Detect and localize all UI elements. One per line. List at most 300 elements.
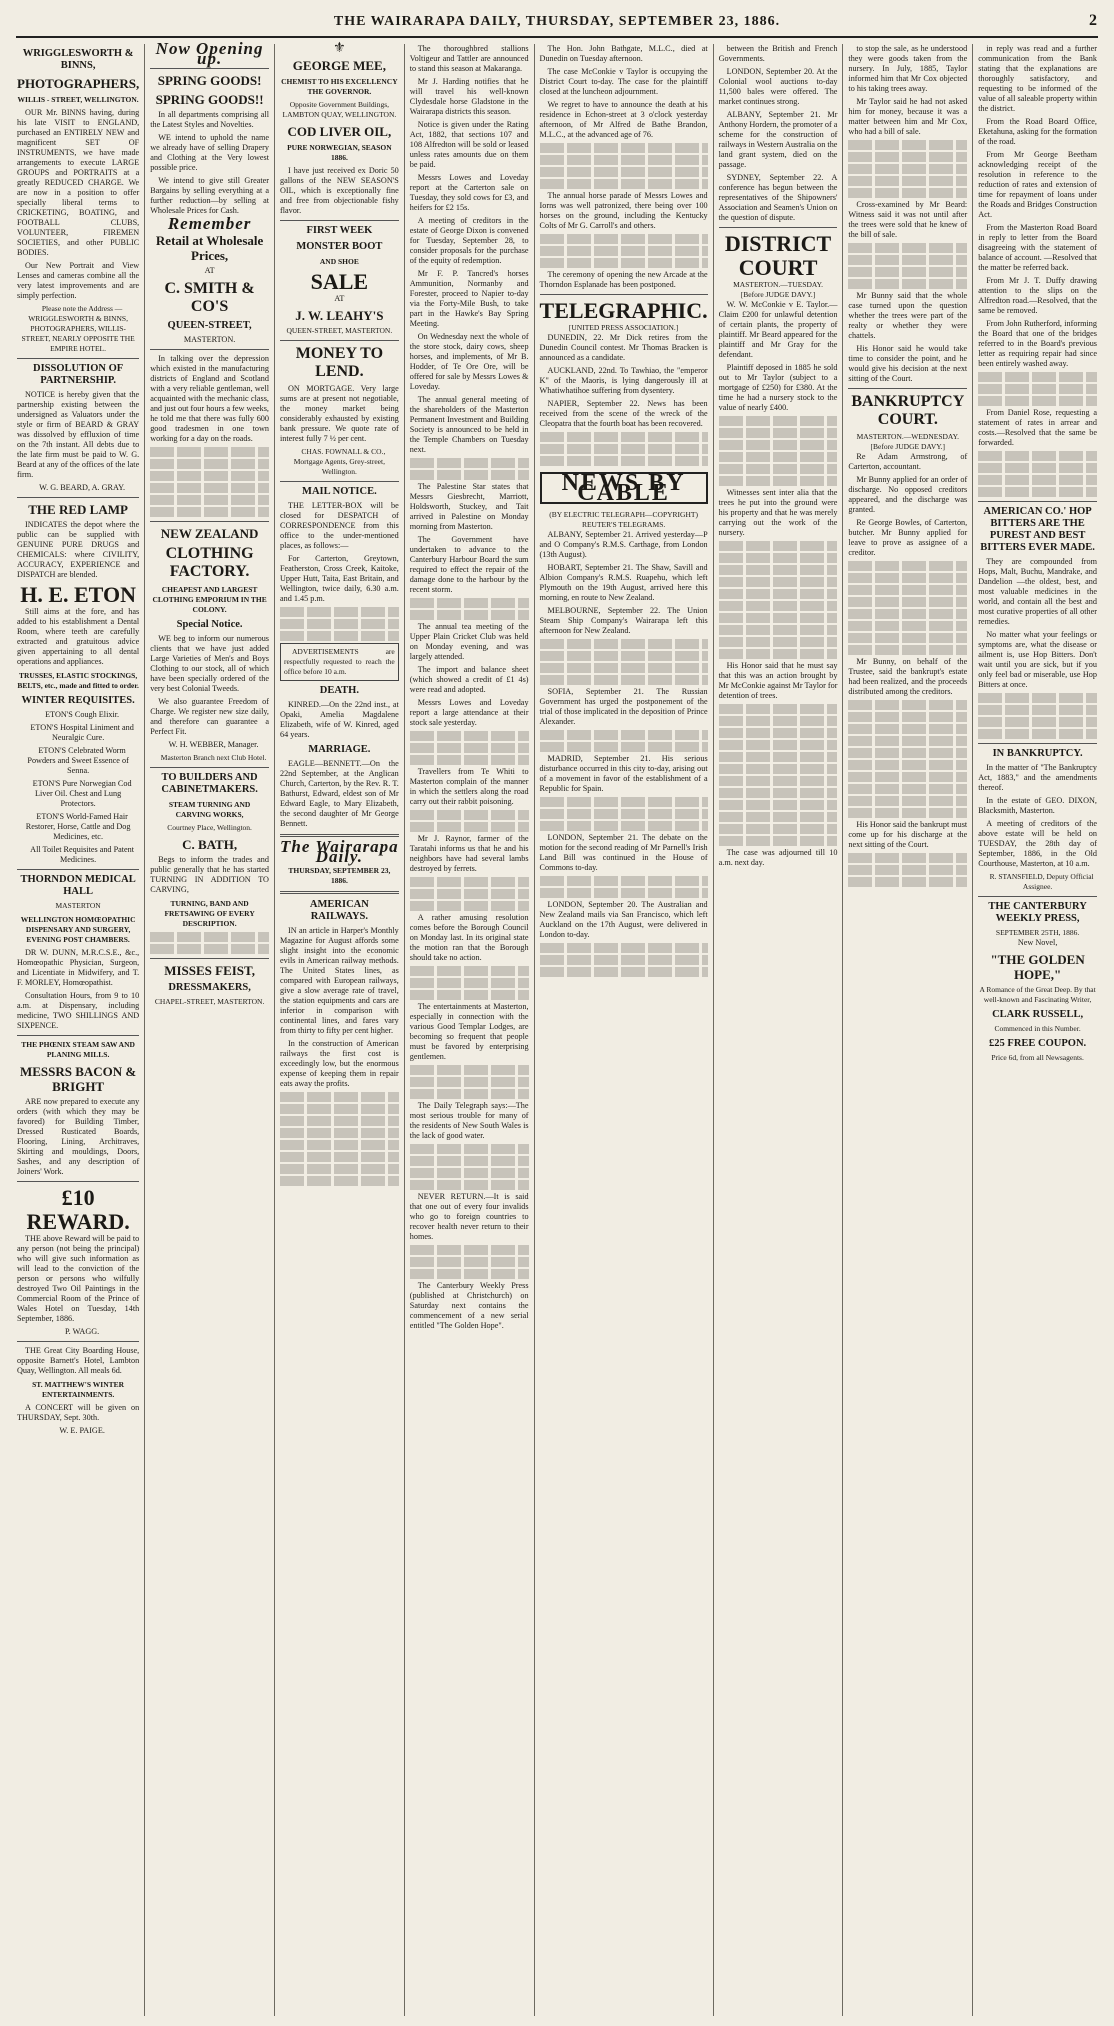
heading-bankruptcy: BANKRUPTCY COURT. <box>851 393 965 428</box>
text-lines <box>978 729 1097 739</box>
text-lines <box>978 693 1097 703</box>
list-item: ETON'S Celebrated Worm Powders and Sweet Essence of Senna. <box>27 746 129 775</box>
text-lines <box>848 645 967 655</box>
text-lines <box>540 955 708 965</box>
paragraph: Our New Portrait and View Lenses and cameras combine all the very latest improvements and are simply perfection. <box>17 261 140 300</box>
text-lines <box>719 716 838 726</box>
divider <box>848 388 967 389</box>
subheading: MASTERTON <box>55 901 101 910</box>
list-item: ETON'S Cough Elixir. <box>45 710 120 719</box>
heading-first-week: FIRST WEEK <box>306 225 373 236</box>
paragraph: ALBANY, September 21. Mr Anthony Hordern, the promoter of a scheme for the construction of railways in Western Australia on the land grant system, died on the passage. <box>718 110 838 169</box>
text-lines <box>540 234 708 244</box>
text-lines <box>719 649 838 659</box>
paragraph: Re George Bowles, of Carterton, butcher. Mr Bunny applied for leave to prove as assignee of a creditor. <box>848 518 968 557</box>
paragraph: LONDON, September 20. At the Colonial wool auctions to-day 11,500 bales were offered. The market continues strong. <box>718 67 838 106</box>
text-lines <box>848 772 967 782</box>
text-lines <box>540 888 708 898</box>
text-lines <box>410 458 529 468</box>
heading-golden-hope: "THE GOLDEN HOPE," <box>990 952 1085 982</box>
text-lines <box>719 601 838 611</box>
paragraph: NOTICE is hereby given that the partnership existing between the undersigned as Valuators under the style or firm of BEARD & GRAY was dissolved by effluxion of time on the 7th instant. All debts due to the late firm must be paid to W. G. Beard at any of the offices of the late firm. <box>17 390 140 479</box>
paragraph: The Hon. John Bathgate, M.L.C., died at Dunedin on Tuesday afternoon. <box>539 44 708 63</box>
heading-russell: CLARK RUSSELL, <box>992 1009 1084 1020</box>
text-lines <box>978 396 1097 406</box>
text-lines <box>410 978 529 988</box>
heading-pure: PURE NORWEGIAN, SEASON 1886. <box>287 143 392 162</box>
text-lines <box>410 889 529 899</box>
text-lines <box>719 452 838 462</box>
subheading: New Novel, <box>1017 938 1058 947</box>
text-lines <box>280 1104 399 1114</box>
text-lines <box>410 1180 529 1190</box>
heading-reward: £10 REWARD. <box>26 1185 130 1234</box>
paragraph: ON MORTGAGE. Very large sums are at present not negotiable, the money market being considerably exhausted by existing bank pressure. We quote rate of interest fully 7 ½ per cent. <box>279 384 399 443</box>
paragraph: The ceremony of opening the new Arcade at the Thorndon Esplanade has been postponed. <box>539 270 708 289</box>
text-lines <box>719 416 838 426</box>
paragraph: The import and balance sheet (which showed a credit of £1 4s) were read and adopted. <box>409 665 529 694</box>
paragraph: For Carterton, Greytown, Featherston, Cross Creek, Kaitoke, Upper Hutt, Taita, East Britain, and Wellington, twice daily, 6.30 a.m. and 1.45 p.m. <box>279 554 399 603</box>
divider <box>280 481 399 482</box>
text-lines <box>150 483 269 493</box>
divider <box>150 521 269 522</box>
columns <box>12 39 1102 2016</box>
text-lines <box>719 625 838 635</box>
text-lines <box>150 471 269 481</box>
paragraph: ARE now prepared to execute any orders (with which they may be favored) for Building Timber, Dressed Rusticated Boards, Flooring, Lining, Architraves, Skirting and mouldings, Doors, Sashes, and any description of Joiners' Work. <box>17 1097 140 1176</box>
divider <box>17 1341 139 1342</box>
paragraph: Plaintiff deposed in 1885 he sold out to Mr Taylor (subject to a mortgage of £250) for £380. At the time he had a nursery stock to the value of nearly £400. <box>718 363 838 412</box>
text-at: AT <box>204 266 215 275</box>
paragraph: IN an article in Harper's Monthly Magazine for August affords some slight insight into the economic evils in American railway methods. The United States lines, as compared with European railways, give a slow average rate of travel, the station equipments and cars are inferior in comparison with continental lines, and fares vary from thirty to fifty per cent higher. <box>279 926 399 1035</box>
text-lines <box>540 797 708 807</box>
paragraph: His Honor said that he must say that this was an action brought by Mr McConkie against Mr Taylor for detention of trees. <box>718 661 838 700</box>
list-item: ETON'S Pure Norwegian Cod Liver Oil. Chest and Lung Protectors. <box>32 779 132 808</box>
heading-winter: WINTER REQUISITES. <box>21 695 135 706</box>
paragraph: Mr J. Harding notifies that he will travel his well-known Clydesdale horse Gladstone in the Wairarapa districts this season. <box>409 77 529 116</box>
paragraph: to stop the sale, as he understood they were goods taken from the nursery. In July, 1885, Taylor informed him that Mr Cox objected to his taking trees away. <box>848 44 968 93</box>
divider <box>150 958 269 959</box>
text-lines <box>719 752 838 762</box>
text-lines <box>848 188 967 198</box>
text-lines <box>410 966 529 976</box>
subheading: Masterton Branch next Club Hotel. <box>160 753 267 762</box>
divider <box>719 227 838 228</box>
text-lines <box>280 1152 399 1162</box>
text-lines <box>540 742 708 752</box>
text-lines <box>410 990 529 1000</box>
paragraph: in reply was read and a further communication from the Bank stating that the explanations are thoroughly satisfactory, and requesting to be informed of the value of all saleable property within the district. <box>978 44 1097 113</box>
text-lines <box>540 821 708 831</box>
text-lines <box>410 743 529 753</box>
text-lines <box>540 651 708 661</box>
text-lines <box>848 152 967 162</box>
paragraph: HOBART, September 21. The Shaw, Savill and Albion Company's R.M.S. Ruapehu, which left Plymouth on the 19th August, arrived here this morning, en route to New Zealand. <box>539 563 708 602</box>
text-lines <box>540 432 708 442</box>
text-lines <box>719 565 838 575</box>
heading-chemist: CHEMIST TO HIS EXCELLENCY THE GOVERNOR. <box>281 77 398 96</box>
divider <box>17 358 139 359</box>
subheading: Courtney Place, Wellington. <box>167 823 252 832</box>
text-lines <box>540 167 708 177</box>
heading-trusses: TRUSSES, ELASTIC STOCKINGS, BELTS, etc., made and fitted to order. <box>17 671 139 690</box>
text-lines <box>978 463 1097 473</box>
text-lines <box>848 279 967 289</box>
text-lines <box>410 1245 529 1255</box>
text-lines <box>719 440 838 450</box>
paragraph: They are compounded from Hops, Malt, Buchu, Mandrake, and Dandelion —the oldest, best, and most valuable medicines in the world, and contain all the best and most curative properties of all other remedies. <box>978 557 1097 626</box>
paragraph: We intend to give still Greater Bargains by selling everything at a further reduction—by selling at Wholesale Prices for Cash. <box>150 176 269 215</box>
divider <box>150 68 269 69</box>
paragraph: A CONCERT will be given on THURSDAY, Sept. 30th. <box>17 1403 140 1422</box>
text-lines <box>540 179 708 189</box>
paragraph: Mr Bunny said that the whole case turned upon the question whether the trees were part of the realty or whether they were chattels. <box>848 291 968 340</box>
text-lines <box>848 176 967 186</box>
text-lines <box>410 731 529 741</box>
paragraph: AUCKLAND, 22nd. To Tawhiao, the "emperor K" of the Maoris, is lying dangerously ill at Whatiwhatihoe suffering from dysentery. <box>539 366 708 395</box>
text-lines <box>719 800 838 810</box>
heading-mee: GEORGE MEE, <box>292 58 386 73</box>
heading-turning: TURNING, BAND AND FRETSAWING OF EVERY DESCRIPTION. <box>164 899 255 928</box>
text-lines <box>540 456 708 466</box>
text-lines <box>719 812 838 822</box>
text-lines <box>150 507 269 517</box>
divider <box>150 767 269 768</box>
paragraph: Mr Bunny, on behalf of the Trustee, said the bankrupt's estate had been realized, and the proceeds distributed among the creditors. <box>848 657 968 696</box>
ad-photographers-name: WRIGGLESWORTH & BINNS, <box>22 48 134 71</box>
paragraph: THE above Reward will be paid to any person (not being the principal) who will give such information as will lead to the conviction of the person or persons who wilfully destroyed Two Oil Paintings in the Commercial Room of the Prince of Wales Hotel on Tuesday, 14th September, 1886. <box>17 1234 140 1323</box>
paragraph: The thoroughbred stallions Voltigeur and Tattler are announced to stand this season at Makaranga. <box>409 44 529 73</box>
heading-cod: COD LIVER OIL, <box>287 124 392 139</box>
text-lines <box>848 267 967 277</box>
subheading: MASTERTON.—WEDNESDAY. <box>856 432 959 441</box>
paragraph: LONDON, September 20. The Australian and New Zealand mails via San Francisco, which left Auckland on the 17th August, were delivered in London to-day. <box>539 900 708 939</box>
paragraph: DUNEDIN, 22. Mr Dick retires from the Dunedin Council contest. Mr Thomas Bracken is announced as a candidate. <box>539 333 708 362</box>
ad-photographers-title: PHOTOGRAPHERS, <box>17 76 140 91</box>
column-3 <box>275 41 405 2016</box>
column-7 <box>843 44 973 2016</box>
paragraph: THE LETTER-BOX will be closed for DESPATCH of CORRESPONDENCE from this office to the under-mentioned places, as follows:— <box>279 501 399 550</box>
text-lines <box>719 788 838 798</box>
signature: W. G. BEARD, A. GRAY. <box>39 483 126 492</box>
text-lines <box>848 609 967 619</box>
paragraph: LONDON, September 21. The debate on the motion for the second reading of Mr Parnell's Irish Land Bill was continued in the House of Commons to-day. <box>539 833 708 872</box>
heading-wairarapa-daily: The Wairarapa Daily. <box>280 837 399 866</box>
paragraph: We also guarantee Freedom of Charge. We register new size daily, and therefore can guarantee a Perfect Fit. <box>150 697 269 736</box>
paragraph: On Wednesday next the whole of the store stock, dairy cows, sheep horses, and implements, of Mr B. Hodder, of Te Ore Ore, will be offered for sale by Messrs Lowes & Loveday. <box>409 332 529 391</box>
text-lines <box>150 459 269 469</box>
text-lines <box>280 631 399 641</box>
divider <box>978 743 1097 744</box>
text-lines <box>540 663 708 673</box>
paragraph: From Mr J. T. Duffy drawing attention to the slips on the Alfredton road.—Resolved, that the same be removed. <box>978 276 1097 315</box>
text-lines <box>848 712 967 722</box>
text-lines <box>540 967 708 977</box>
text-lines <box>410 1144 529 1154</box>
text-lines <box>540 943 708 953</box>
text-lines <box>280 1128 399 1138</box>
divider <box>978 896 1097 897</box>
text-lines <box>540 246 708 256</box>
divider <box>280 891 399 894</box>
text-lines <box>540 809 708 819</box>
text-lines <box>410 810 529 820</box>
heading-telegraphic: TELEGRAPHIC. <box>539 298 708 323</box>
subheading: CHAPEL-STREET, MASTERTON. <box>154 997 265 1006</box>
paragraph: WE intend to uphold the name we already have of selling Drapery and Clothing at the Very lowest possible price. <box>150 133 269 172</box>
paragraph: WE beg to inform our numerous clients that we have just added Large Varieties of Men's and Boys Clothing to our stock, all of which have been specially ordered of the very best Colonial Tweeds. <box>150 634 269 693</box>
heading-nz: NEW ZEALAND <box>160 526 259 541</box>
text-lines <box>848 853 967 863</box>
royal-crest-icon: ⚜ <box>333 41 346 56</box>
masthead-title: THE WAIRARAPA DAILY, THURSDAY, SEPTEMBER 23, 1886. <box>333 14 781 29</box>
text-lines <box>719 589 838 599</box>
text-at: AT <box>334 294 345 303</box>
text-lines <box>848 597 967 607</box>
text-lines <box>848 561 967 571</box>
heading-railways: AMERICAN RAILWAYS. <box>309 899 369 922</box>
heading-leahy: J. W. LEAHY'S <box>295 308 384 323</box>
text-lines <box>540 876 708 886</box>
subheading: [Before JUDGE DAVY.] <box>870 442 946 451</box>
divider <box>280 220 399 221</box>
column-6 <box>714 44 844 2016</box>
subheading: A Romance of the Great Deep. By that well-known and Fascinating Writer, <box>979 985 1096 1004</box>
text-lines <box>540 155 708 165</box>
paragraph: No matter what your feelings or symptoms are, what the disease or ailment is, use Hop Bitters. Don't wait until you are sick, but if you only feel bad or miserable, use Hop Bitters at once. <box>978 630 1097 689</box>
heading-builders: TO BUILDERS AND CABINETMAKERS. <box>161 772 258 795</box>
heading-queen: QUEEN-STREET, <box>167 320 252 331</box>
text-lines <box>719 541 838 551</box>
text-lines <box>848 784 967 794</box>
heading-cheapest: CHEAPEST AND LARGEST CLOTHING EMPORIUM IN THE COLONY. <box>152 585 267 614</box>
text-lines <box>280 1164 399 1174</box>
paragraph: From the Road Board Office, Eketahuna, asking for the formation of the road. <box>978 117 1097 146</box>
paragraph: In the construction of American railways the first cost is exceedingly low, but the enormous expense of keeping them in repair eats away the profits. <box>279 1039 399 1088</box>
text-lines <box>540 258 708 268</box>
text-masterton: MASTERTON. <box>183 335 236 344</box>
text-lines <box>410 610 529 620</box>
column-4 <box>405 44 535 2016</box>
divider <box>978 501 1097 502</box>
paragraph: between the British and French Governments. <box>718 44 838 63</box>
signature: P. WAGG. <box>65 1327 100 1336</box>
paragraph: SYDNEY, September 22. A conference has begun between the representatives of the Shipowners' Association and Seamen's Union on the question of dispute. <box>718 173 838 222</box>
heading-red-lamp: THE RED LAMP <box>28 502 128 517</box>
text-lines <box>540 675 708 685</box>
column-1 <box>12 44 145 2016</box>
heading-shoe: AND SHOE <box>319 257 359 266</box>
heading-canterbury: THE CANTERBURY WEEKLY PRESS, <box>988 901 1087 924</box>
divider <box>540 294 708 295</box>
text-lines <box>410 901 529 911</box>
text-lines <box>719 577 838 587</box>
paragraph: The Palestine Star states that Messrs Giesbrecht, Marriott, Holdsworth, Stuckey, and Tait arrived in Palestine on Monday morning from Masterton. <box>409 482 529 531</box>
text-lines <box>719 740 838 750</box>
list-item: ETON'S Hospital Liniment and Neuralgic Cure. <box>30 723 134 742</box>
paragraph: The case McConkie v Taylor is occupying the District Court to-day. The case for the plaintiff closed at the luncheon adjournment. <box>539 67 708 96</box>
text-lines <box>848 140 967 150</box>
heading-bacon: MESSRS BACON & BRIGHT <box>19 1064 137 1094</box>
heading-bath: C. BATH, <box>182 837 238 852</box>
subheading: Opposite Government Buildings, <box>289 100 390 109</box>
paragraph: A rather amusing resolution comes before the Borough Council on Monday last. In its original state the motion ran that the Borough should take no action. <box>409 913 529 962</box>
paragraph: Mr J. Raynor, farmer of the Taratahi informs us that he and his neighbors have had several lambs destroyed by ferrets. <box>409 834 529 873</box>
paragraph: Consultation Hours, from 9 to 10 a.m. at Dispensary, including medicine, TWO SHILLINGS AND SIXPENCE. <box>17 991 140 1030</box>
text-lines <box>410 598 529 608</box>
paragraph: KINRED.—On the 22nd inst., at Opaki, Amelia Magdalene Elizabeth, wife of W. Kinred, aged 64 years. <box>279 700 399 739</box>
subheading: (BY ELECTRIC TELEGRAPH—COPYRIGHT) REUTER'S TELEGRAMS. <box>549 510 698 529</box>
text-lines <box>978 372 1097 382</box>
text-lines <box>978 384 1097 394</box>
paragraph: A meeting of creditors in the estate of George Dixon is convened for Tuesday, September 28, to consider proposals for the purchase of the equity of redemption. <box>409 216 529 265</box>
paragraph: DR W. DUNN, M.R.C.S.E., &c., Homœopathic Physician, Surgeon, and Licentiate in Midwifery, and T. F. MORLEY, Homœopathist. <box>17 948 140 987</box>
paragraph: Messrs Lowes and Loveday report a large attendance at their stock sale yesterday. <box>409 698 529 727</box>
heading-phoenix: THE PHŒNIX STEAM SAW AND PLANING MILLS. <box>21 1040 135 1059</box>
text-lines <box>719 836 838 846</box>
text-lines <box>848 633 967 643</box>
subheading: [UNITED PRESS ASSOCIATION.] <box>568 323 679 332</box>
paragraph: From John Rutherford, informing the Board that one of the bridges referred to in the Board's previous letter as requiring repair had since been entirely washed away. <box>978 319 1097 368</box>
heading-spring-1: SPRING GOODS! <box>157 73 262 88</box>
text-lines <box>719 824 838 834</box>
text-lines <box>410 1257 529 1267</box>
paragraph: The case was adjourned till 10 a.m. next day. <box>718 848 838 867</box>
text-lines <box>280 1176 399 1186</box>
paragraph: Still aims at the fore, and has added to his establishment a Dental Room, where teeth are carefully extracted and gratuitous advice given appertaining to all dental operations and appliances. <box>17 607 140 666</box>
text-lines <box>978 451 1097 461</box>
list-item: ETON'S World-Famed Hair Restorer, Horse, Cattle and Dog Medicines, etc. <box>25 812 131 841</box>
heading-homeo: WELLINGTON HOMŒOPATHIC DISPENSARY AND SURGERY, EVENING POST CHAMBERS. <box>20 915 136 944</box>
column-8 <box>973 44 1102 2016</box>
paragraph: From Mr George Beetham acknowledging receipt of the resolution in reference to the reduction of rates and extension of time for repayment of loans under the Roads and Bridges Construction Act. <box>978 150 1097 219</box>
paragraph: We regret to have to announce the death at his residence in Echon-street at 3 o'clock yesterday afternoon, of Mr Alfred de Bathe Brandon, M.L.C., at the advanced age of 76. <box>539 100 708 139</box>
heading-special: Special Notice. <box>176 619 243 630</box>
text-lines <box>978 475 1097 485</box>
text-lines <box>848 760 967 770</box>
paragraph: His Honor said he would take time to consider the point, and he would give his decision at the next sitting of the Court. <box>848 344 968 383</box>
ad-photographers-address: WILLIS - STREET, WELLINGTON. <box>17 95 139 104</box>
subheading: LAMBTON QUAY, WELLINGTON. <box>282 110 397 119</box>
text-lines <box>719 637 838 647</box>
text-lines <box>280 1140 399 1150</box>
text-lines <box>848 243 967 253</box>
heading-spring-2: SPRING GOODS!! <box>155 92 264 107</box>
notice-box: ADVERTISEMENTS are respectfully requested to reach the office before 10 a.m. <box>280 643 399 681</box>
heading-mail: MAIL NOTICE. <box>302 486 377 497</box>
heading-opening: Now Opening up. <box>155 39 264 68</box>
text-lines <box>848 724 967 734</box>
text-lines <box>280 607 399 617</box>
heading-retail: Retail at Wholesale Prices, <box>155 233 264 263</box>
paragraph: Re Adam Armstrong, of Carterton, accountant. <box>848 452 968 471</box>
text-lines <box>848 255 967 265</box>
heading-dress: DRESSMAKERS, <box>168 982 251 993</box>
heading-steam: STEAM TURNING AND CARVING WORKS, <box>168 800 251 819</box>
text-lines <box>410 755 529 765</box>
paragraph: INDICATES the depot where the public can be supplied with GENUINE PURE DRUGS and CHEMICALS: where CIVILITY, ACCURACY, EXPERIENCE and DISPATCH are blended. <box>17 520 140 579</box>
subheading: SEPTEMBER 25TH, 1886. <box>995 928 1080 937</box>
heading-in-bankruptcy: IN BANKRUPTCY. <box>992 748 1083 759</box>
paragraph: From the Masterton Road Board in reply to letter from the Board disagreeing with the statement of balance of account. —Resolved that the matter be referred back. <box>978 223 1097 272</box>
heading-monster: MONSTER BOOT <box>296 241 383 252</box>
paragraph: W. W. McConkie v E. Taylor.—Claim £200 for unlawful detention of certain plants, the property of plaintiff. Mr Beard appeared for the plaintiff and Mr Gray for the defendant. <box>718 300 838 359</box>
heading-st-matthews: ST. MATTHEW'S WINTER ENTERTAINMENTS. <box>32 1380 125 1399</box>
column-5 <box>535 44 714 2016</box>
text-lines <box>719 728 838 738</box>
text-lines <box>410 1269 529 1279</box>
text-lines <box>540 143 708 153</box>
heading-factory: CLOTHING FACTORY. <box>165 545 254 580</box>
paragraph: Cross-examined by Mr Beard: Witness said it was not until after the trees were sold that he knew of the bill of sale. <box>848 200 968 239</box>
text-lines <box>280 1116 399 1126</box>
paragraph: The Government have undertaken to advance to the Canterbury Harbour Board the sum required to effect the repair of the damage done to the harbour by the recent storm. <box>409 535 529 594</box>
paragraph: In the estate of GEO. DIXON, Blacksmith, Masterton. <box>978 796 1097 815</box>
text-lines <box>150 447 269 457</box>
signature: W. H. WEBBER, Manager. <box>168 740 259 749</box>
text-lines <box>719 476 838 486</box>
text-lines <box>410 822 529 832</box>
column-2 <box>145 39 275 2016</box>
heading-marriage: MARRIAGE. <box>308 744 371 755</box>
text-lines <box>150 495 269 505</box>
text-lines <box>410 470 529 480</box>
text-lines <box>848 621 967 631</box>
paragraph: ALBANY, September 21. Arrived yesterday—P and O Company's R.M.S. Carthage, from London (13th August). <box>539 530 708 559</box>
text-lines <box>848 585 967 595</box>
heading-hop-bitters: AMERICAN CO.' HOP BITTERS ARE THE PUREST AND BEST BITTERS EVER MADE. <box>980 506 1095 553</box>
heading-feist: MISSES FEIST, <box>164 963 255 978</box>
signature: CHAS. FOWNALL & CO., Mortgage Agents, Grey-street, Wellington. <box>293 447 386 476</box>
paragraph: Please note the Address — WRIGGLESWORTH & BINNS, PHOTOGRAPHERS, WILLIS-STREET, NEARLY OPPOSITE THE EMPIRE HOTEL. <box>21 304 135 353</box>
text-lines <box>719 764 838 774</box>
subheading: [Before JUDGE DAVY.] <box>740 290 816 299</box>
paragraph: The entertainments at Masterton, especially in connection with the various Good Templar Lodges, are becoming so frequent that people must be favored by enterprising gentlemen. <box>409 1002 529 1061</box>
text-lines <box>848 573 967 583</box>
text-lines <box>848 700 967 710</box>
divider <box>17 1035 139 1036</box>
paragraph: The annual tea meeting of the Upper Plain Cricket Club was held on Monday evening, and was largely attended. <box>409 622 529 661</box>
paragraph: MELBOURNE, September 22. The Union Steam Ship Company's Wairarapa left this afternoon for New Zealand. <box>539 606 708 635</box>
paragraph: Mr Bunny applied for an order of discharge. No opposed creditors appeared, and the discharge was granted. <box>848 475 968 514</box>
heading-dissolution: DISSOLUTION OF PARTNERSHIP. <box>33 363 124 386</box>
paragraph: In talking over the depression which existed in the manufacturing districts of England and Scotland with a very reliable gentleman, well acquainted with the mechanic class, and just out four hours a few weeks, he told me that there was fully 600 good tradesmen in one town working for a day on the roads. <box>150 354 269 443</box>
text-lines <box>719 428 838 438</box>
paragraph: Mr Taylor said he had not asked him for money, because it was a matter between him and Mr Cox, who had a bill of sale. <box>848 97 968 136</box>
text-lines <box>410 1168 529 1178</box>
text-lines <box>848 865 967 875</box>
text-lines <box>848 877 967 887</box>
paragraph: In the matter of "The Bankruptcy Act, 1883," and the amendments thereof. <box>978 763 1097 792</box>
heading-news-by-cable: NEWS BY CABLE <box>540 472 708 504</box>
text-lines <box>978 487 1097 497</box>
heading-coupon: £25 FREE COUPON. <box>989 1038 1087 1049</box>
text-lines <box>978 705 1097 715</box>
text-lines <box>540 639 708 649</box>
text-lines <box>410 1077 529 1087</box>
text-lines <box>719 553 838 563</box>
text-lines <box>280 1092 399 1102</box>
signature: W. E. PAIGE. <box>59 1426 105 1435</box>
text-lines <box>848 808 967 818</box>
paragraph: Witnesses sent inter alia that the trees he put into the ground were his property and that he was merely carrying out the work of the nursery. <box>718 488 838 537</box>
text-lines <box>540 444 708 454</box>
paragraph: The Daily Telegraph says:—The most serious trouble for many of the residents of New South Wales is the lack of good water. <box>409 1101 529 1140</box>
subheading: Price 6d, from all Newsagents. <box>991 1053 1084 1062</box>
text-lines <box>410 1089 529 1099</box>
text-lines <box>848 164 967 174</box>
paragraph: EAGLE—BENNETT.—On the 22nd September, at the Anglican Church, Carterton, by the Rev. R. T. Bathurst, Edward, eldest son of Mr Edward Eagle, to Mary Elizabeth, the second daughter of Mr George Bennett. <box>279 759 399 828</box>
